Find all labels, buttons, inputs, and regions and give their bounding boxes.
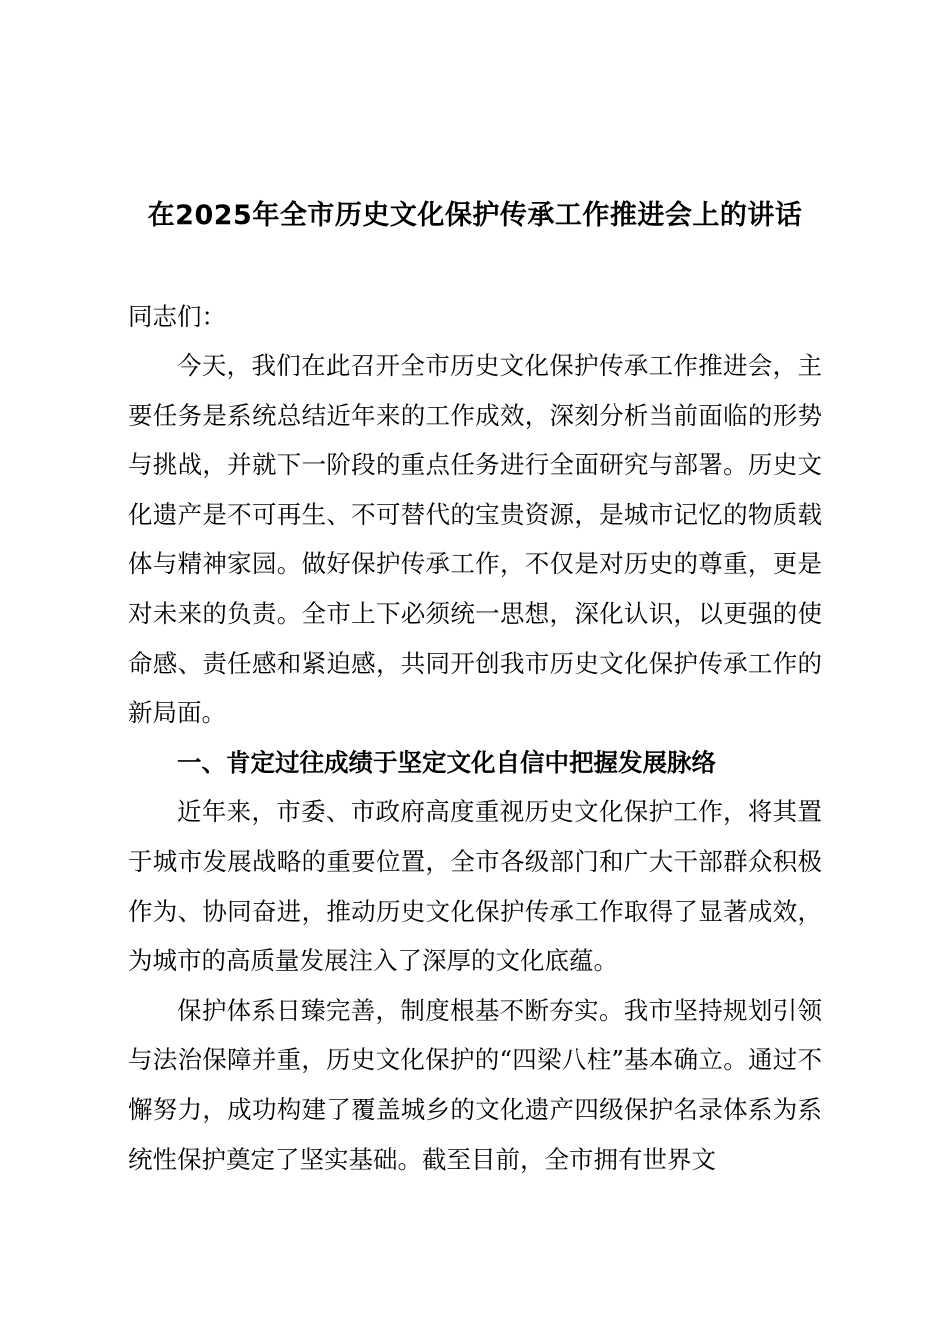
section-heading-1: 一、肯定过往成绩于坚定文化自信中把握发展脉络 xyxy=(177,747,716,777)
paragraph-intro: 今天，我们在此召开全市历史文化保护传承工作推进会，主要任务是系统总结近年来的工作成效，深刻分析当前面临的形势与挑战，并就下一阶段的重点任务进行全面研究与部署。历史文化遗产是不可再生、不可替代的宝贵资源，是城市记忆的物质载体与精神家园。做好保护传承工作，不仅是对历史的尊重，更是对未来的负责。全市上下必须统一思想，深化认识，以更强的使命感、责任感和紧迫感，共同开创我市历史文化保护传承工作的新局面。 xyxy=(128,351,822,728)
document-body xyxy=(128,341,822,1184)
paragraph-protection-system: 保护体系日臻完善，制度根基不断夯实。我市坚持规划引领与法治保障并重，历史文化保护的“四梁八柱”基本确立。通过不懈努力，成功构建了覆盖城乡的文化遗产四级保护名录体系为系统性保护奠定了坚实基础。截至目前，全市拥有世界文 xyxy=(128,995,822,1174)
paragraph-achievements: 近年来，市委、市政府高度重视历史文化保护工作，将其置于城市发展战略的重要位置，全市各级部门和广大干部群众积极作为、协同奋进，推动历史文化保护传承工作取得了显著成效，为城市的高质量发展注入了深厚的文化底蕴。 xyxy=(128,797,822,976)
document-title: 在2025年全市历史文化保护传承工作推进会上的讲话 xyxy=(147,200,803,231)
greeting: 同志们： xyxy=(128,302,226,331)
